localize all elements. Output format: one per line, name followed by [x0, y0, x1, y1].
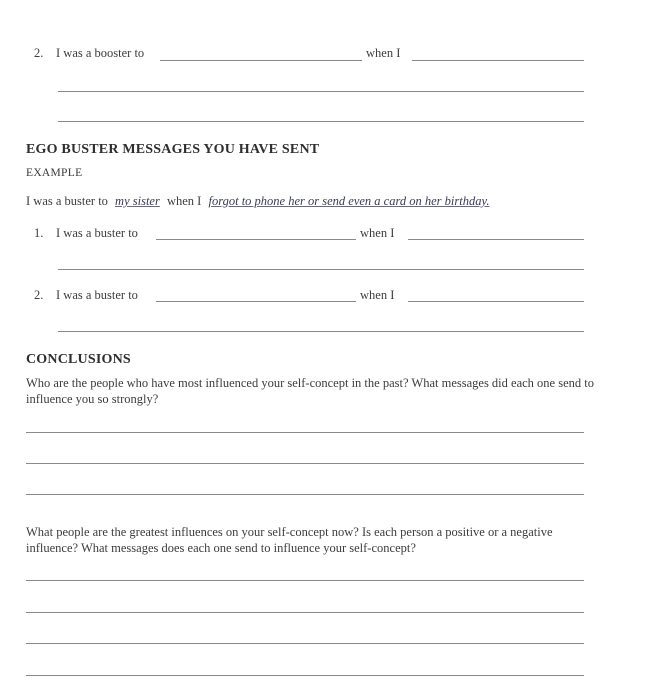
- example-sentence: [26, 194, 493, 209]
- booster-when-label: when I: [366, 46, 401, 60]
- example-action: forgot to phone her or send even a card on her birthday.: [208, 194, 490, 208]
- booster-item-number: 2.: [34, 46, 44, 60]
- booster-person-line[interactable]: [160, 60, 362, 61]
- conclusions-question-1: Who are the people who have most influenced your self-concept in the past? What messages did each one send to influence you so strongly?: [26, 376, 594, 406]
- buster-item-number: 1.: [34, 226, 44, 240]
- buster-action-line[interactable]: [408, 301, 584, 302]
- buster-when-label: when I: [360, 288, 395, 302]
- buster-item-number: 2.: [34, 288, 44, 302]
- buster-item-prefix: I was a buster to: [56, 226, 138, 240]
- example-prefix: I was a buster to: [26, 194, 108, 208]
- booster-answer-line[interactable]: [58, 91, 584, 92]
- answer-line[interactable]: [26, 432, 584, 433]
- buster-answer-line[interactable]: [58, 331, 584, 332]
- example-when: when I: [166, 194, 202, 208]
- answer-line[interactable]: [26, 580, 584, 581]
- answer-line[interactable]: [26, 643, 584, 644]
- buster-answer-line[interactable]: [58, 269, 584, 270]
- example-label: EXAMPLE: [26, 167, 83, 179]
- buster-person-line[interactable]: [156, 301, 356, 302]
- booster-answer-line[interactable]: [58, 121, 584, 122]
- buster-action-line[interactable]: [408, 239, 584, 240]
- booster-action-line[interactable]: [412, 60, 584, 61]
- answer-line[interactable]: [26, 463, 584, 464]
- example-person: my sister: [115, 194, 160, 208]
- answer-line[interactable]: [26, 612, 584, 613]
- booster-item-prefix: I was a booster to: [56, 46, 145, 60]
- buster-when-label: when I: [360, 226, 395, 240]
- answer-line[interactable]: [26, 494, 584, 495]
- buster-person-line[interactable]: [156, 239, 356, 240]
- conclusions-heading: CONCLUSIONS: [26, 352, 131, 367]
- buster-item-prefix: I was a buster to: [56, 288, 138, 302]
- ego-buster-heading: EGO BUSTER MESSAGES YOU HAVE SENT: [26, 142, 320, 157]
- conclusions-question-2: What people are the greatest influences on your self-concept now? Is each person a positive or a negative influence? What messages does each one send to influence your self-concept?: [26, 525, 553, 555]
- answer-line[interactable]: [26, 675, 584, 676]
